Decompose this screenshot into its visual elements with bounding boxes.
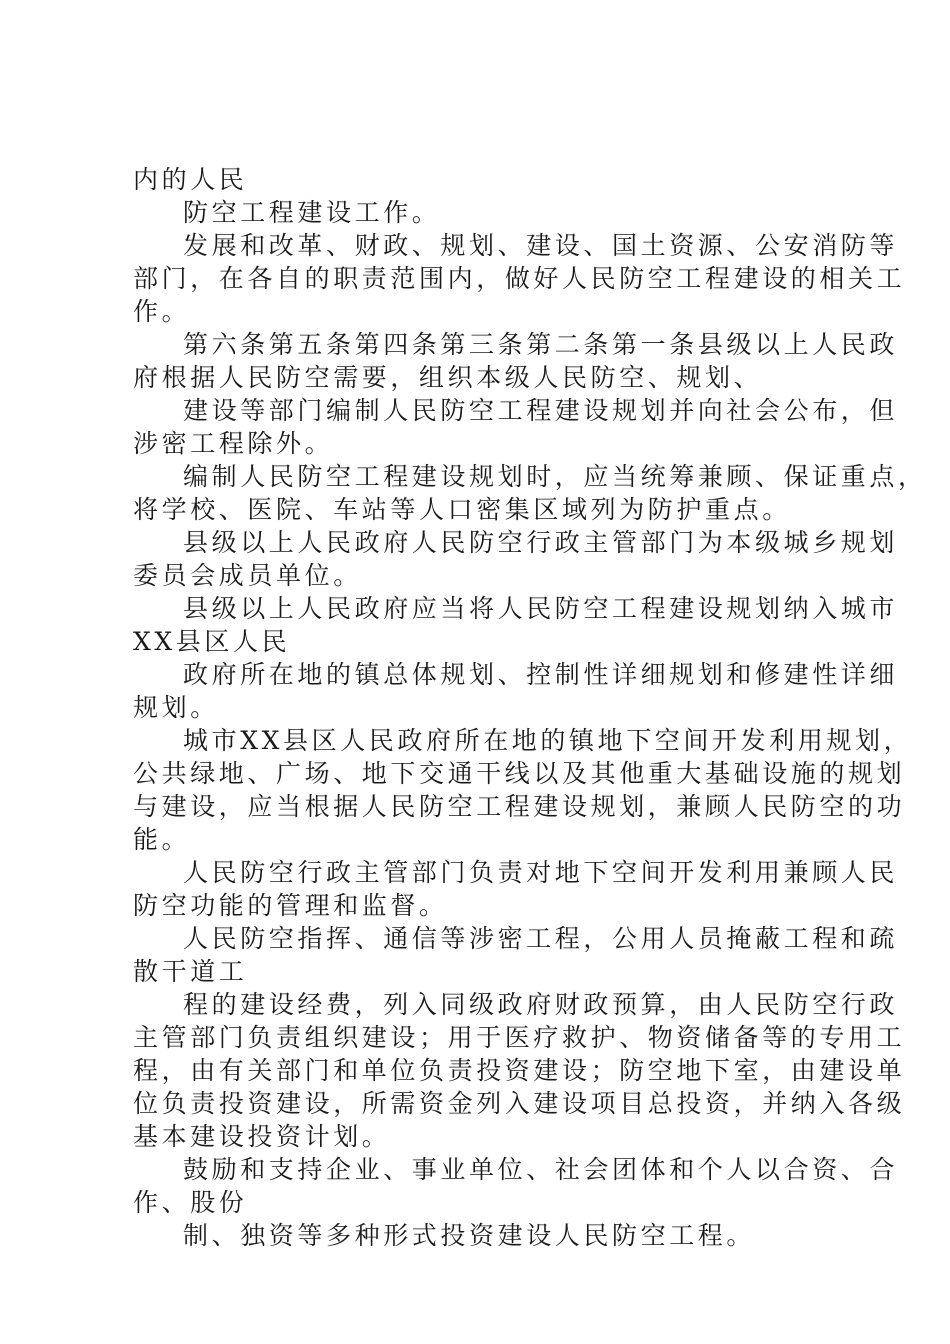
text-line: 能。	[133, 825, 191, 854]
text-line: 公共绿地、广场、地下交通干线以及其他重大基础设施的规划	[133, 759, 906, 788]
text-line: 主管部门负责组织建设；用于医疗救护、物资储备等的专用工	[133, 1023, 906, 1052]
text-line: 基本建设投资计划。	[133, 1122, 391, 1151]
text-line: 作、股份	[133, 1188, 248, 1217]
text-line: 县级以上人民政府应当将人民防空工程建设规划纳入城市	[183, 594, 899, 623]
text-line: 人民防空指挥、通信等涉密工程，公用人员掩蔽工程和疏	[183, 924, 899, 953]
text-line: 制、独资等多种形式投资建设人民防空工程。	[183, 1221, 756, 1250]
text-line: 部门，在各自的职责范围内，做好人民防空工程建设的相关工	[133, 264, 906, 293]
text-line: 编制人民防空工程建设规划时，应当统筹兼顾、保证重点，	[183, 462, 927, 491]
text-line: 将学校、医院、车站等人口密集区域列为防护重点。	[133, 495, 791, 524]
text-line: 委员会成员单位。	[133, 561, 362, 590]
text-line: 防空功能的管理和监督。	[133, 891, 448, 920]
text-line: 第六条第五条第四条第三条第二条第一条县级以上人民政	[183, 330, 899, 359]
text-line: 内的人民	[133, 165, 248, 194]
text-line: 程的建设经费，列入同级政府财政预算，由人民防空行政	[183, 990, 899, 1019]
text-line: 程，由有关部门和单位负责投资建设；防空地下室，由建设单	[133, 1056, 906, 1085]
text-line: 位负责投资建设，所需资金列入建设项目总投资，并纳入各级	[133, 1089, 906, 1118]
text-line: 城市XX县区人民政府所在地的镇地下空间开发利用规划，	[183, 726, 913, 755]
text-line: 县级以上人民政府人民防空行政主管部门为本级城乡规划	[183, 528, 899, 557]
text-line: 与建设，应当根据人民防空工程建设规划，兼顾人民防空的功	[133, 792, 906, 821]
text-line: 涉密工程除外。	[133, 429, 334, 458]
text-line: 发展和改革、财政、规划、建设、国土资源、公安消防等	[183, 231, 899, 260]
text-line: 规划。	[133, 693, 219, 722]
text-line: 府根据人民防空需要，组织本级人民防空、规划、	[133, 363, 763, 392]
text-line: XX县区人民	[133, 627, 291, 656]
text-line: 防空工程建设工作。	[183, 198, 441, 227]
text-line: 鼓励和支持企业、事业单位、社会团体和个人以合资、合	[183, 1155, 899, 1184]
text-line: 作。	[133, 297, 191, 326]
document-body	[133, 163, 927, 1252]
text-line: 建设等部门编制人民防空工程建设规划并向社会公布，但	[183, 396, 899, 425]
text-line: 人民防空行政主管部门负责对地下空间开发利用兼顾人民	[183, 858, 899, 887]
text-line: 散干道工	[133, 957, 248, 986]
text-line: 政府所在地的镇总体规划、控制性详细规划和修建性详细	[183, 660, 899, 689]
